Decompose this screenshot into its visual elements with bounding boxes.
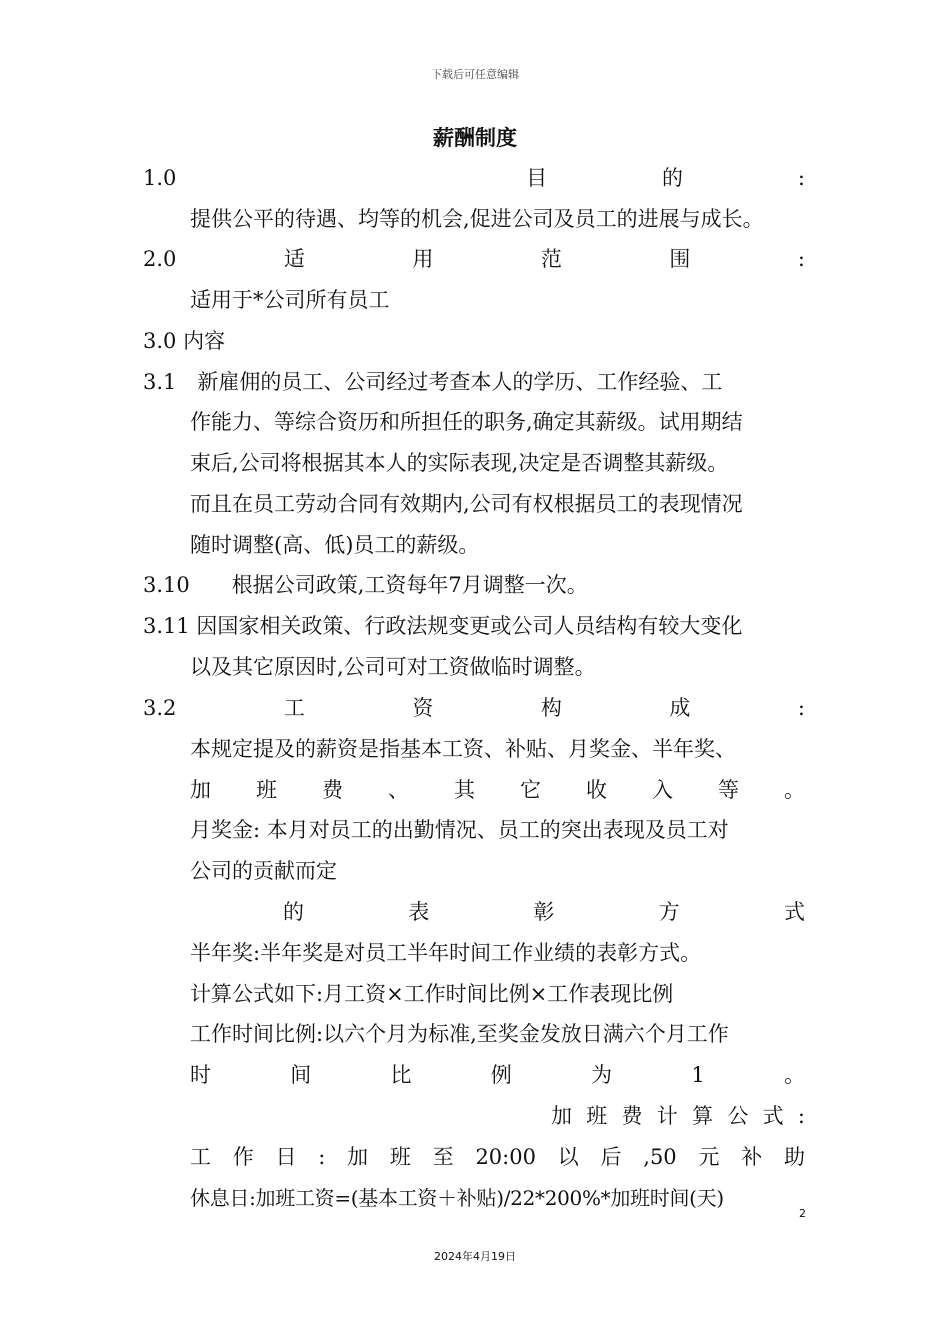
section-2-heading [143, 244, 805, 274]
spread-char: 入 [652, 778, 673, 802]
section-3-1-line: 而且在员工劳动合同有效期内,公司有权根据员工的表现情况 [190, 492, 743, 516]
spread-char: 方 [658, 900, 680, 924]
spread-char: 它 [520, 778, 541, 802]
heading-char: 工 [283, 696, 305, 720]
section-3-2-spread-line [551, 1101, 805, 1131]
spread-char: : [318, 1145, 326, 1169]
section-3-11-line: 3.11 因国家相关政策、行政法规变更或公司人员结构有较大变化 [143, 614, 743, 638]
spread-char: 的 [283, 900, 304, 924]
spread-char: 比 [390, 1063, 412, 1087]
heading-char: 适 [283, 247, 305, 271]
heading-char: 范 [540, 247, 562, 271]
spread-char: 时 [190, 1063, 211, 1087]
spread-char: 收 [586, 778, 607, 802]
document-title: 薪酬制度 [433, 126, 517, 150]
section-3-1-line: 3.1 新雇佣的员工、公司经过考查本人的学历、工作经验、工 [143, 370, 723, 394]
spread-char: 计 [656, 1104, 678, 1128]
spread-char: 班 [586, 1104, 608, 1128]
spread-char: 表 [408, 900, 430, 924]
spread-char: 。 [783, 1063, 805, 1087]
heading-char: 构 [540, 696, 562, 720]
spread-char: 元 [698, 1145, 720, 1169]
section-3-2-line: 工作时间比例:以六个月为标准,至奖金发放日满六个月工作 [190, 1022, 729, 1046]
section-3-2-spread-line [190, 1142, 805, 1172]
heading-char: 围 [669, 247, 691, 271]
section-3-2-line: 本规定提及的薪资是指基本工资、补贴、月奖金、半年奖、 [190, 737, 736, 761]
heading-char: : [797, 696, 805, 720]
section-number: 1.0 [143, 166, 177, 190]
section-3-1-line: 束后,公司将根据其本人的实际表现,决定是否调整其薪级。 [190, 451, 729, 475]
spread-char: 等 [718, 778, 739, 802]
spread-char: 1 [691, 1063, 705, 1087]
spread-char: 加 [190, 778, 211, 802]
spread-char: 其 [454, 778, 475, 802]
heading-char: 目 [526, 166, 548, 190]
spread-char: 例 [490, 1063, 512, 1087]
spread-char: 算 [692, 1104, 714, 1128]
spread-char: 后 [600, 1145, 622, 1169]
heading-char: 的 [662, 166, 684, 190]
heading-char: : [797, 247, 805, 271]
section-3-2-line: 半年奖:半年奖是对员工半年时间工作业绩的表彰方式。 [190, 941, 702, 965]
spread-char: 、 [388, 778, 409, 802]
section-number: 3.2 [143, 696, 177, 720]
spread-char: 助 [783, 1145, 805, 1169]
spread-char: 式 [784, 900, 805, 924]
section-3-11-line: 以及其它原因时,公司可对工资做临时调整。 [190, 655, 596, 679]
heading-char: 成 [669, 696, 691, 720]
spread-char: 为 [591, 1063, 613, 1087]
section-3-heading: 3.0 内容 [143, 329, 226, 353]
section-3-2-line: 计算公式如下:月工资×工作时间比例×工作表现比例 [190, 982, 674, 1006]
section-1-body: 提供公平的待遇、均等的机会,促进公司及员工的进展与成长。 [190, 207, 764, 231]
spread-char: 。 [784, 778, 805, 802]
heading-char: : [797, 166, 805, 190]
heading-char: 资 [412, 696, 434, 720]
spread-char: 日 [275, 1145, 297, 1169]
spread-char: 班 [389, 1145, 411, 1169]
spread-char: 补 [741, 1145, 763, 1169]
section-3-2-spread-line [283, 897, 805, 927]
spread-char: 至 [432, 1145, 454, 1169]
section-3-2-line: 休息日:加班工资=(基本工资＋补贴)/22*200%*加班时间(天) [190, 1186, 724, 1210]
section-3-2-spread-line [190, 1060, 805, 1090]
section-3-1-line: 随时调整(高、低)员工的薪级。 [190, 533, 480, 557]
spread-char: 间 [290, 1063, 312, 1087]
section-3-2-heading [143, 693, 805, 723]
spread-char: 工 [190, 1145, 211, 1169]
spread-char: : [797, 1104, 805, 1128]
spread-char: 加 [347, 1145, 369, 1169]
section-3-2-spread-line [190, 775, 805, 805]
footer-date: 2024年4月19日 [434, 1250, 516, 1263]
section-2-body: 适用于*公司所有员工 [190, 288, 390, 312]
section-1-heading [143, 163, 805, 193]
spread-char: 以 [557, 1145, 579, 1169]
section-number: 2.0 [143, 247, 177, 271]
section-3-1-line: 作能力、等综合资历和所担任的职务,确定其薪级。试用期结 [190, 410, 743, 434]
section-3-2-line: 月奖金: 本月对员工的出勤情况、员工的突出表现及员工对 [190, 818, 729, 842]
spread-char: 费 [322, 778, 343, 802]
page-number: 2 [799, 1207, 806, 1220]
spread-char: 加 [551, 1104, 572, 1128]
spread-char: 费 [621, 1104, 643, 1128]
spread-char: 作 [232, 1145, 254, 1169]
spread-char: 彰 [533, 900, 555, 924]
heading-char: 用 [412, 247, 434, 271]
section-3-2-line: 公司的贡献而定 [190, 859, 337, 883]
spread-char: ,50 [643, 1145, 677, 1169]
spread-char: 式 [762, 1104, 784, 1128]
spread-char: 公 [727, 1104, 749, 1128]
section-3-10: 3.10 根据公司政策,工资每年7月调整一次。 [143, 573, 588, 597]
spread-char: 班 [256, 778, 277, 802]
header-note: 下载后可任意编辑 [431, 68, 519, 81]
spread-char: 20:00 [475, 1145, 536, 1169]
